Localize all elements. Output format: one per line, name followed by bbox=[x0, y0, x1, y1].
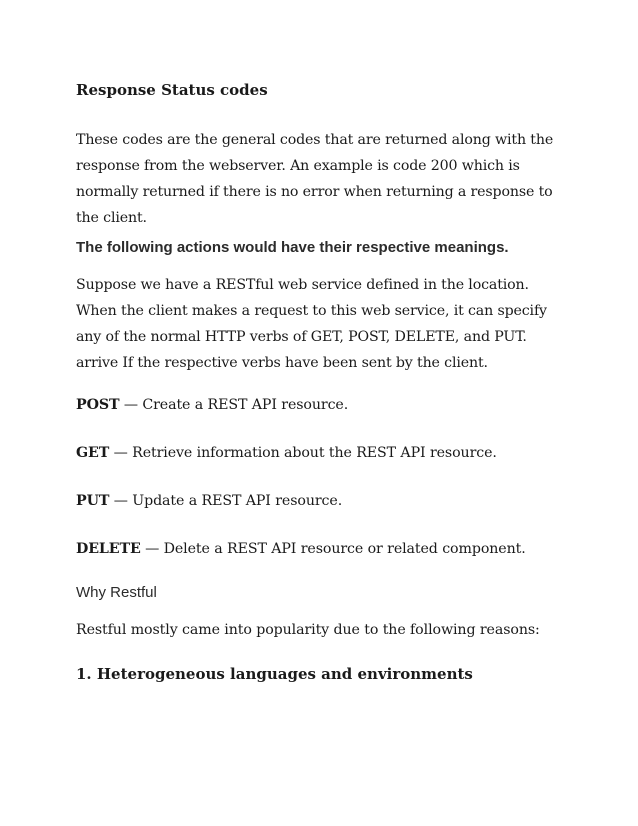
description-paragraph: Suppose we have a RESTful web service defined in the location. When the client makes a request to this web service, it can specify any of the normal HTTP verbs of GET, POST, DELETE, and PUT. arrive If the respective verbs have been sent by the client. bbox=[76, 277, 547, 371]
reason-item-1: 1. Heterogeneous languages and environments bbox=[76, 665, 473, 683]
section-title: Response Status codes bbox=[76, 81, 268, 99]
verb-name: PUT bbox=[76, 493, 110, 509]
verb-item-get bbox=[76, 442, 566, 464]
verb-separator: — bbox=[109, 493, 133, 509]
verb-name: POST bbox=[76, 397, 120, 413]
verb-description: Update a REST API resource. bbox=[132, 493, 343, 509]
verb-name: DELETE bbox=[76, 541, 141, 557]
reasons-intro: Restful mostly came into popularity due to the following reasons: bbox=[76, 622, 540, 638]
why-heading: Why Restful bbox=[76, 584, 157, 601]
verb-description: Delete a REST API resource or related component. bbox=[163, 541, 526, 557]
verb-item-put bbox=[76, 490, 566, 512]
intro-paragraph: These codes are the general codes that are returned along with the response from the webserver. An example is code 200 which is normally returned if there is no error when returning a response to the client. bbox=[76, 132, 554, 226]
verb-separator: — bbox=[119, 397, 143, 413]
verb-description: Create a REST API resource. bbox=[142, 397, 349, 413]
verb-item-delete bbox=[76, 538, 566, 560]
verb-name: GET bbox=[76, 445, 110, 461]
subheading: The following actions would have their respective meanings. bbox=[76, 239, 509, 256]
verb-separator: — bbox=[140, 541, 164, 557]
verb-description: Retrieve information about the REST API resource. bbox=[132, 445, 497, 461]
verb-item-post bbox=[76, 394, 566, 416]
verb-separator: — bbox=[109, 445, 133, 461]
